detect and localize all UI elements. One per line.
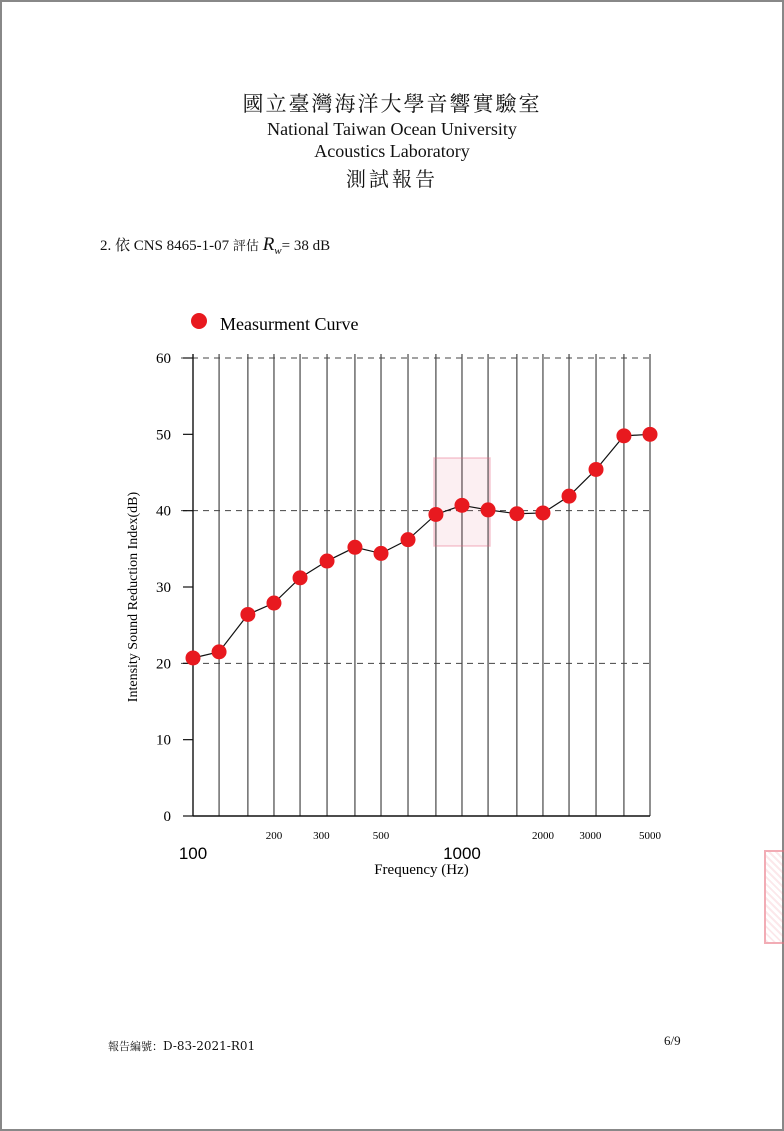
data-point xyxy=(428,507,443,522)
data-point xyxy=(454,498,469,513)
y-tick-label: 10 xyxy=(156,732,171,749)
x-tick-label-minor: 300 xyxy=(313,830,330,842)
y-tick-label: 60 xyxy=(156,351,171,367)
y-tick-label: 50 xyxy=(156,427,171,444)
x-tick-label-major: 100 xyxy=(178,844,208,863)
legend-marker xyxy=(191,313,207,329)
edge-seal-stamp xyxy=(764,850,784,944)
data-point xyxy=(562,489,577,504)
report-title: 測試報告 xyxy=(346,167,438,191)
legend-label: Measurment Curve xyxy=(220,314,359,334)
data-point xyxy=(535,505,550,520)
data-point xyxy=(347,540,362,555)
page-number: 6/9 xyxy=(664,1033,681,1048)
data-point xyxy=(589,462,604,477)
standard-reference: 2. 依 CNS 8465-1-07 xyxy=(100,238,230,254)
data-point xyxy=(293,570,308,585)
report-number-label: 報告編號： xyxy=(108,1040,163,1053)
x-tick-label-minor: 500 xyxy=(372,830,390,842)
data-point xyxy=(212,644,227,659)
rw-subscript: w xyxy=(274,245,282,257)
y-tick-label: 30 xyxy=(156,580,171,596)
data-point xyxy=(240,607,255,622)
y-tick-label: 20 xyxy=(156,656,171,673)
report-number-value: D-83-2021-R01 xyxy=(163,1039,256,1053)
x-tick-label-minor: 2000 xyxy=(531,830,554,842)
data-point xyxy=(616,428,631,443)
y-tick-label: 0 xyxy=(163,809,171,825)
header-chinese-title: 國立臺灣海洋大學音響實驗室 xyxy=(242,92,542,116)
data-point xyxy=(509,506,524,521)
data-point xyxy=(186,650,201,665)
rw-symbol: R xyxy=(262,234,275,255)
data-point xyxy=(481,502,496,517)
rw-value: = 38 dB xyxy=(281,238,331,254)
header-lab-name: Acoustics Laboratory xyxy=(314,141,470,161)
header-university-name: National Taiwan Ocean University xyxy=(267,119,517,139)
x-axis-title: Frequency (Hz) xyxy=(374,862,469,878)
x-tick-label-minor: 200 xyxy=(265,830,283,842)
series-line xyxy=(193,434,650,658)
data-point xyxy=(401,532,416,547)
data-point xyxy=(374,546,389,561)
data-point xyxy=(320,554,335,569)
y-tick-label: 40 xyxy=(156,503,171,520)
x-tick-label-major: 1000 xyxy=(443,844,481,863)
data-point xyxy=(266,596,281,611)
report-number xyxy=(108,1038,255,1054)
x-tick-label-minor: 5000 xyxy=(639,830,661,842)
y-axis-title: Intensity Sound Reduction Index(dB) xyxy=(126,491,141,703)
data-point xyxy=(643,427,658,442)
x-tick-label-minor: 3000 xyxy=(579,830,602,842)
evaluation-label: 評估 xyxy=(232,239,259,254)
